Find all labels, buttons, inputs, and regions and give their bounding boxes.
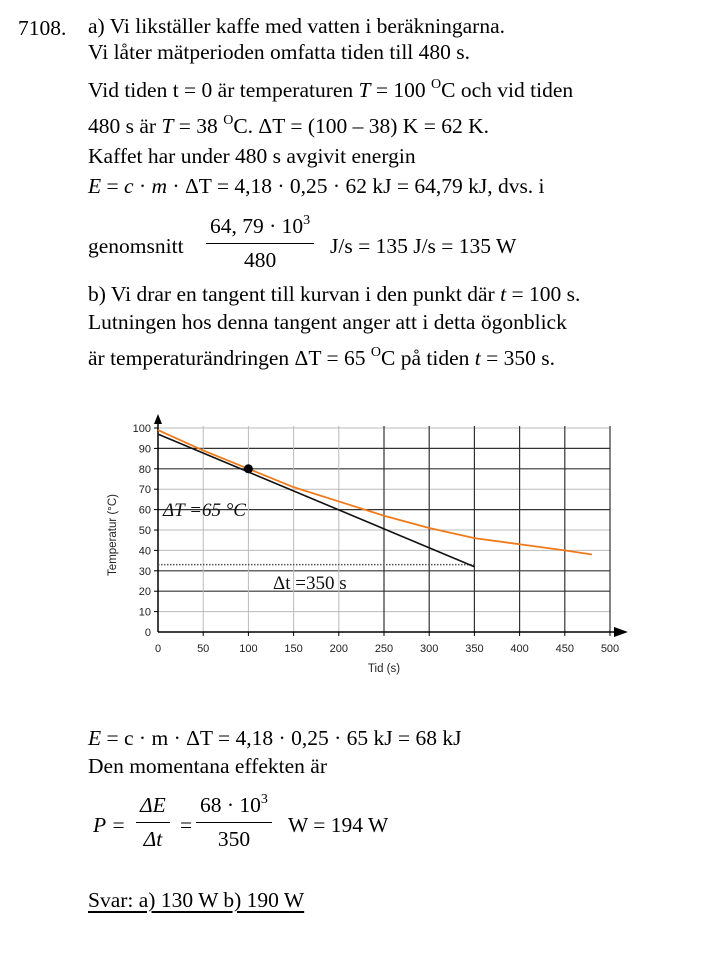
text: = xyxy=(101,174,125,198)
text: C och vid tiden xyxy=(441,78,574,102)
y-tick-label: 60 xyxy=(138,504,151,517)
chart-axes xyxy=(154,414,628,637)
part-a-line-1: a) Vi likställer kaffe med vatten i beräkningarna. xyxy=(88,14,506,38)
degree-sup: O xyxy=(370,345,381,360)
text: C. ΔT = (100 – 38) K = 62 K. xyxy=(233,114,489,138)
text: = 38 xyxy=(173,114,224,138)
y-tick-label: 30 xyxy=(138,565,151,578)
y-tick-label: 100 xyxy=(132,423,151,435)
symbol-E: E xyxy=(88,174,102,198)
delta-t-annotation: Δt =350 s xyxy=(273,573,347,594)
text: = 100 xyxy=(370,78,432,102)
y-tick-label: 70 xyxy=(138,484,151,497)
y-tick-label: 10 xyxy=(138,606,151,619)
part-a-line-5: Kaffet har under 480 s avgivit energin xyxy=(88,144,416,168)
power-fraction-2 xyxy=(196,793,272,852)
text: · xyxy=(133,174,152,198)
average-result: J/s = 135 J/s = 135 W xyxy=(330,234,517,258)
exponent: 3 xyxy=(260,792,268,807)
x-axis-arrow-icon xyxy=(614,627,628,637)
degree-sup: O xyxy=(431,77,442,92)
average-word: genomsnitt xyxy=(88,234,184,258)
y-tick-label: 50 xyxy=(138,525,151,537)
text: är temperaturändringen ΔT = 65 xyxy=(88,346,371,370)
energy-equation-b xyxy=(88,728,461,750)
part-b-line-2: Lutningen hos denna tangent anger att i detta ögonblick xyxy=(88,310,567,334)
text: = c · m · ΔT = 4,18 · 0,25 · 65 kJ = 68 kJ xyxy=(101,726,462,750)
x-tick-label: 250 xyxy=(374,643,394,655)
y-tick-label: 0 xyxy=(144,627,151,639)
answer: Svar: a) 130 W b) 190 W xyxy=(88,888,305,912)
text: · ΔT = 4,18 · 0,25 · 62 kJ = 64,79 kJ, dvs. i xyxy=(167,174,545,198)
power-fraction-1 xyxy=(136,793,170,852)
delta-T-annotation: ΔT =65 °C xyxy=(163,500,246,521)
symbol-T: T xyxy=(161,114,174,138)
power-lhs: P = xyxy=(93,813,126,837)
x-tick-label: 150 xyxy=(284,643,303,655)
x-tick-label: 400 xyxy=(510,643,529,655)
y-tick-label: 90 xyxy=(138,443,151,456)
symbol-t: t xyxy=(500,282,507,306)
problem-number: 7108. xyxy=(18,16,67,40)
text: = 350 s. xyxy=(480,346,555,370)
numerator-text: 64, 79 · 10 xyxy=(210,214,304,238)
x-tick-label: 450 xyxy=(555,643,574,655)
x-tick-label: 50 xyxy=(197,643,210,655)
y-tick-label: 20 xyxy=(138,586,151,599)
text: 480 s är xyxy=(88,114,162,138)
fraction-denominator: 480 xyxy=(243,248,277,272)
chart-series xyxy=(158,430,592,567)
tangent-point-marker xyxy=(244,464,253,473)
exponent: 3 xyxy=(303,213,311,228)
symbol-c: c xyxy=(124,174,134,198)
symbol-T: T xyxy=(358,78,371,102)
x-tick-label: 0 xyxy=(154,643,162,655)
symbol-E: E xyxy=(88,726,102,750)
power-result: W = 194 W xyxy=(288,813,389,837)
fraction-denominator: 350 xyxy=(217,827,251,851)
y-tick-label: 80 xyxy=(138,463,151,476)
text: = 100 s. xyxy=(506,282,581,306)
x-tick-label: 200 xyxy=(329,643,348,655)
momentary-power-label: Den momentana effekten är xyxy=(88,754,327,778)
text: Vid tiden t = 0 är temperaturen xyxy=(88,78,359,102)
y-axis-arrow-icon xyxy=(154,414,162,424)
text: b) Vi drar en tangent till kurvan i den punkt där xyxy=(88,282,501,306)
chart-ticks xyxy=(133,423,620,655)
fraction-numerator: ΔE xyxy=(136,793,170,823)
symbol-t: t xyxy=(474,346,481,370)
numerator-text: 68 · 10 xyxy=(200,793,261,817)
part-a-line-2: Vi låter mätperioden omfatta tiden till 480 s. xyxy=(88,40,471,64)
text: C på tiden xyxy=(380,346,475,370)
x-tick-label: 500 xyxy=(600,643,620,655)
fraction-numerator xyxy=(196,793,272,823)
y-axis-label: Temperatur (°C) xyxy=(107,494,119,576)
symbol-m: m xyxy=(151,174,168,198)
x-tick-label: 350 xyxy=(465,643,484,655)
x-tick-label: 100 xyxy=(239,643,258,655)
y-tick-label: 40 xyxy=(138,545,151,558)
x-axis-label: Tid (s) xyxy=(367,663,401,675)
fraction-denominator: Δt xyxy=(143,827,163,851)
equals: = xyxy=(180,813,193,837)
degree-sup: O xyxy=(223,113,234,128)
x-tick-label: 300 xyxy=(420,643,439,655)
